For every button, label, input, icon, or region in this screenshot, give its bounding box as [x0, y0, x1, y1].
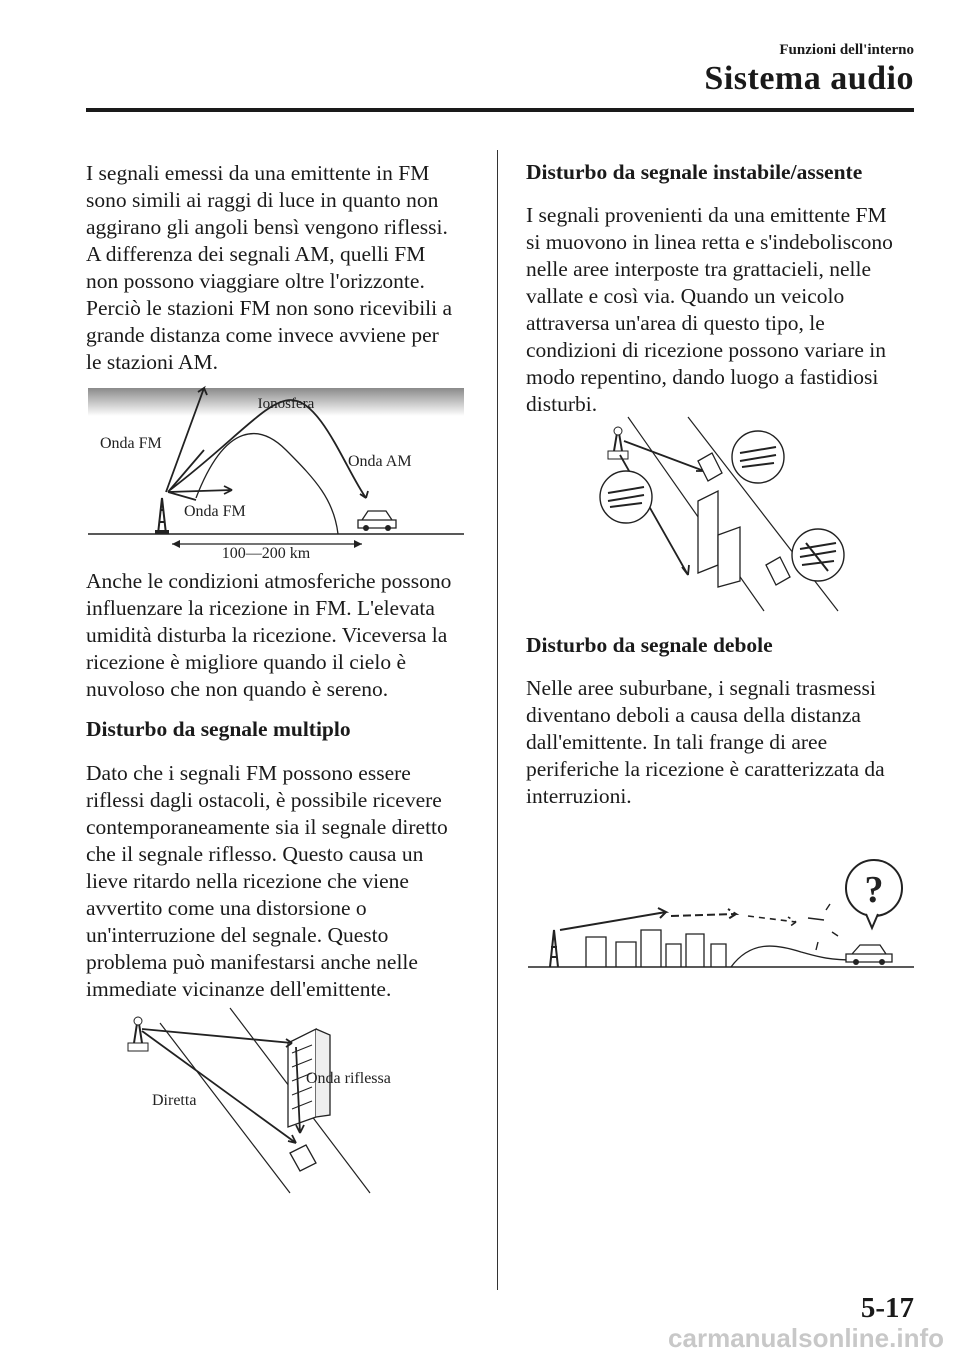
- weak-signal-arrow: [748, 916, 796, 927]
- paragraph-multipath: Dato che i segnali FM possono essere riflessi dagli ostacoli, è possibile ricevere contemporaneamente sia il segnale diretto che il segnale riflesso. Questo causa un lieve ritardo nella ricezione che viene avvertito come una distorsione o un'interruzione del segnale. Questo problema può manifestarsi anche nelle immediate vicinanze dell'emittente.: [86, 761, 448, 1001]
- heading-unstable-signal: Disturbo da segnale instabile/assente: [526, 160, 863, 184]
- column-divider: [497, 150, 498, 1290]
- car-icon: [290, 1145, 316, 1171]
- header-rule: [86, 108, 914, 112]
- car-icon: [358, 511, 396, 531]
- question-mark: ?: [864, 869, 884, 911]
- unstable-signal-figure: [588, 415, 858, 615]
- paragraph-weak-signal: Nelle aree suburbane, i segnali trasmessi diventano deboli a causa della distanza dall'emittente. In tali frange di aree periferiche la ricezione è caratterizzata da interruzioni.: [526, 676, 885, 808]
- question-bubble-icon: [846, 860, 902, 928]
- ionosfera-label: Ionosfera: [257, 396, 315, 412]
- page-title: Sistema audio: [704, 60, 914, 97]
- skyline: [586, 930, 726, 967]
- signal-to-car-arrow: [624, 441, 704, 471]
- distance-label: 100—200 km: [221, 545, 311, 558]
- transmitter-tower-icon: [155, 498, 169, 534]
- reflected-wave-arrow: [142, 1029, 292, 1047]
- direct-wave-arrow: [142, 1031, 296, 1143]
- transmitter-tower-icon: [608, 427, 628, 459]
- onda-fm-bottom-label: Onda FM: [184, 503, 246, 520]
- paragraph-atmosphere: Anche le condizioni atmosferiche possono influenzare la ricezione in FM. L'elevata umidità disturba la ricezione. Viceversa la ricezione è migliore quando il cielo è nuvoloso che non quando è sereno.: [86, 569, 452, 701]
- paragraph-unstable-signal: I segnali provenienti da una emittente FM si muovono in linea retta e s'indeboliscono nelle aree interposte tra grattacieli, nelle vallate e così via. Quando un veicolo attraversa un'area di questo tipo, le condizioni di ricezione possono variare in modo repentino, dando luogo a fastidiosi disturbi.: [526, 203, 893, 416]
- strong-signal-arrow: [560, 908, 666, 930]
- car-icon: [846, 945, 892, 965]
- building-icon: [698, 491, 740, 587]
- interruption-marks: [808, 904, 838, 950]
- page-number: 5-17: [860, 1292, 914, 1324]
- transmitter-tower-icon: [550, 930, 558, 967]
- section-label: Funzioni dell'interno: [779, 42, 914, 58]
- onda-fm-top-label: Onda FM: [100, 435, 162, 452]
- paragraph-fm-signals: I segnali emessi da una emittente in FM sono simili ai raggi di luce in quanto non aggirano gli angoli bensì vengono riflessi. A differenza dei segnali AM, quelli FM non possono viaggiare oltre l'orizzonte. Perciò le stazioni FM non sono ricevibili a grande distanza come invece avviene per le stazioni AM.: [86, 161, 453, 374]
- fm-am-propagation-figure: [86, 380, 466, 558]
- weakening-signal-arrow: [671, 909, 736, 919]
- watermark: carmanualsonline.info: [668, 1323, 944, 1353]
- fm-wave-ground-arrow: [168, 450, 232, 500]
- car-icon: [766, 557, 790, 585]
- diretta-label: Diretta: [152, 1092, 197, 1109]
- hills: [731, 946, 856, 967]
- onda-am-label: Onda AM: [348, 453, 412, 470]
- heading-weak-signal: Disturbo da segnale debole: [526, 633, 773, 657]
- weak-signal-figure: [526, 852, 916, 972]
- onda-riflessa-label: Onda riflessa: [306, 1070, 391, 1087]
- multipath-figure: [120, 1003, 420, 1198]
- heading-multipath: Disturbo da segnale multiplo: [86, 717, 351, 741]
